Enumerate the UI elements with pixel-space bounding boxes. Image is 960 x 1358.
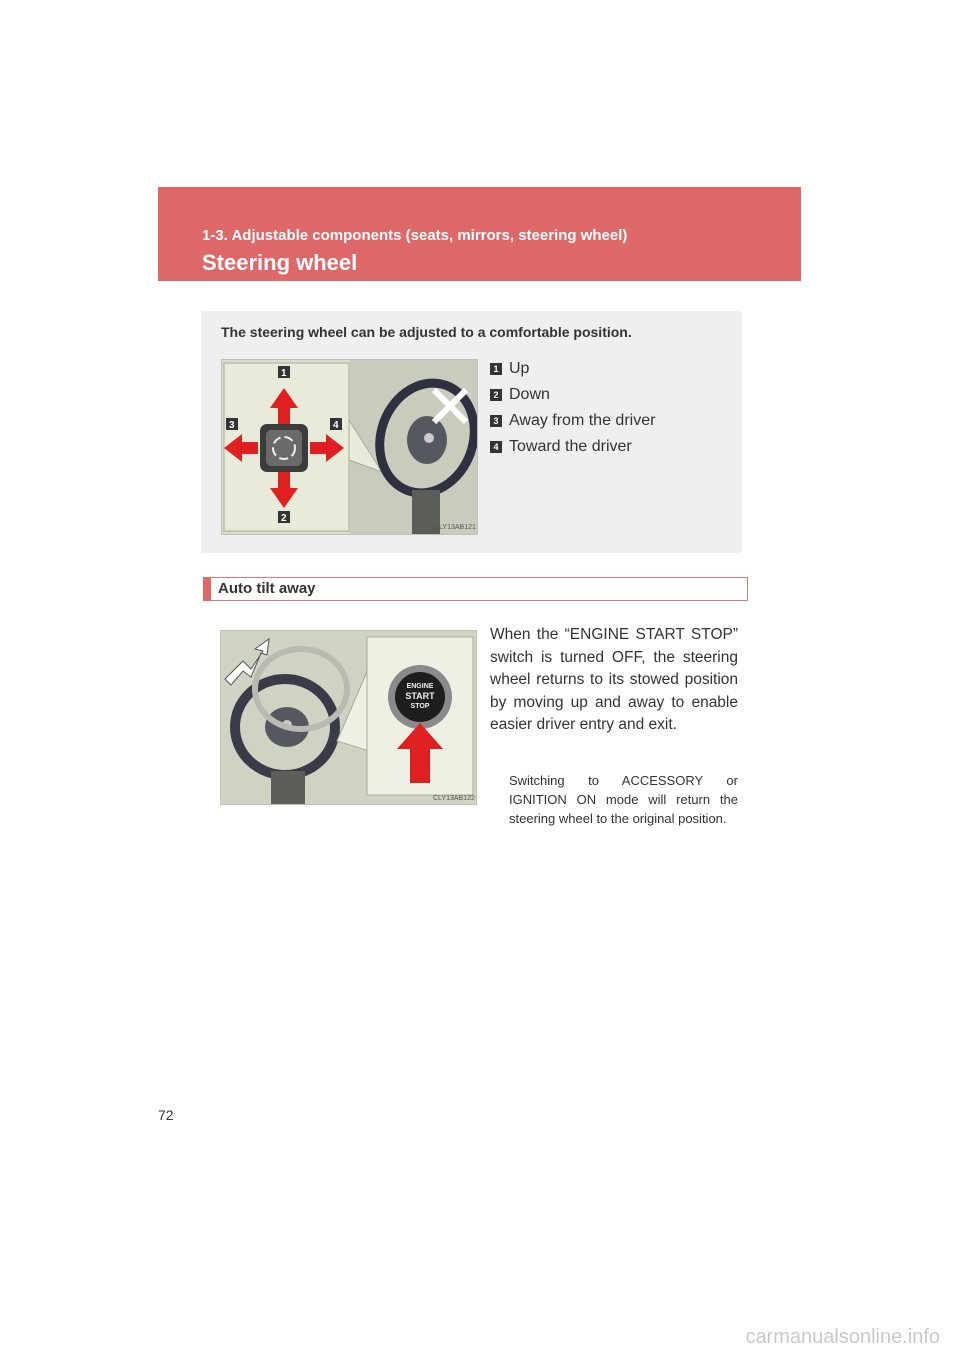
figure-code: CLY13AB122 — [433, 795, 475, 802]
legend-item — [490, 434, 655, 460]
watermark: carmanualsonline.info — [745, 1326, 940, 1348]
legend-label: Up — [509, 360, 530, 377]
section-label: 1-3. Adjustable components (seats, mirrors, steering wheel) — [202, 227, 628, 244]
button-label-start: START — [405, 691, 435, 701]
button-label-engine: ENGINE — [406, 683, 434, 690]
subsection-heading — [203, 577, 748, 601]
adjust-switch-icon — [260, 424, 308, 472]
steering-adjust-figure — [221, 359, 478, 535]
engine-start-stop-button-icon — [388, 665, 452, 729]
legend-number: 4 — [490, 441, 502, 453]
legend-item — [490, 408, 655, 434]
auto-tilt-figure — [220, 630, 477, 805]
legend-number: 3 — [490, 415, 502, 427]
svg-text:1: 1 — [281, 368, 287, 379]
auto-tilt-illustration — [221, 631, 476, 804]
steering-adjust-illustration — [222, 360, 477, 534]
legend-label: Away from the driver — [509, 412, 656, 429]
page-number: 72 — [158, 1107, 174, 1123]
button-label-stop: STOP — [410, 703, 430, 710]
legend-item — [490, 356, 655, 382]
subsection-title: Auto tilt away — [218, 580, 316, 597]
legend-number: 2 — [490, 389, 502, 401]
adjustment-panel — [201, 311, 742, 553]
page-title: Steering wheel — [202, 250, 358, 275]
figure-code: CLY13AB121 — [434, 524, 476, 531]
svg-text:2: 2 — [281, 513, 287, 524]
auto-tilt-description: When the “ENGINE START STOP” switch is turned OFF, the steering wheel returns to its stowed position by moving up and away to enable easier driver entry and exit. — [490, 626, 738, 733]
legend-item — [490, 382, 655, 408]
auto-tilt-note: Switching to ACCESSORY or IGNITION ON mode will return the steering wheel to the original position. — [509, 773, 738, 826]
svg-text:3: 3 — [229, 420, 235, 431]
legend-label: Toward the driver — [509, 438, 632, 455]
legend-label: Down — [509, 386, 550, 403]
legend-list — [490, 356, 655, 460]
legend-number: 1 — [490, 363, 502, 375]
panel-intro: The steering wheel can be adjusted to a comfortable position. — [221, 324, 632, 340]
svg-text:4: 4 — [333, 420, 339, 431]
section-header — [158, 187, 801, 281]
